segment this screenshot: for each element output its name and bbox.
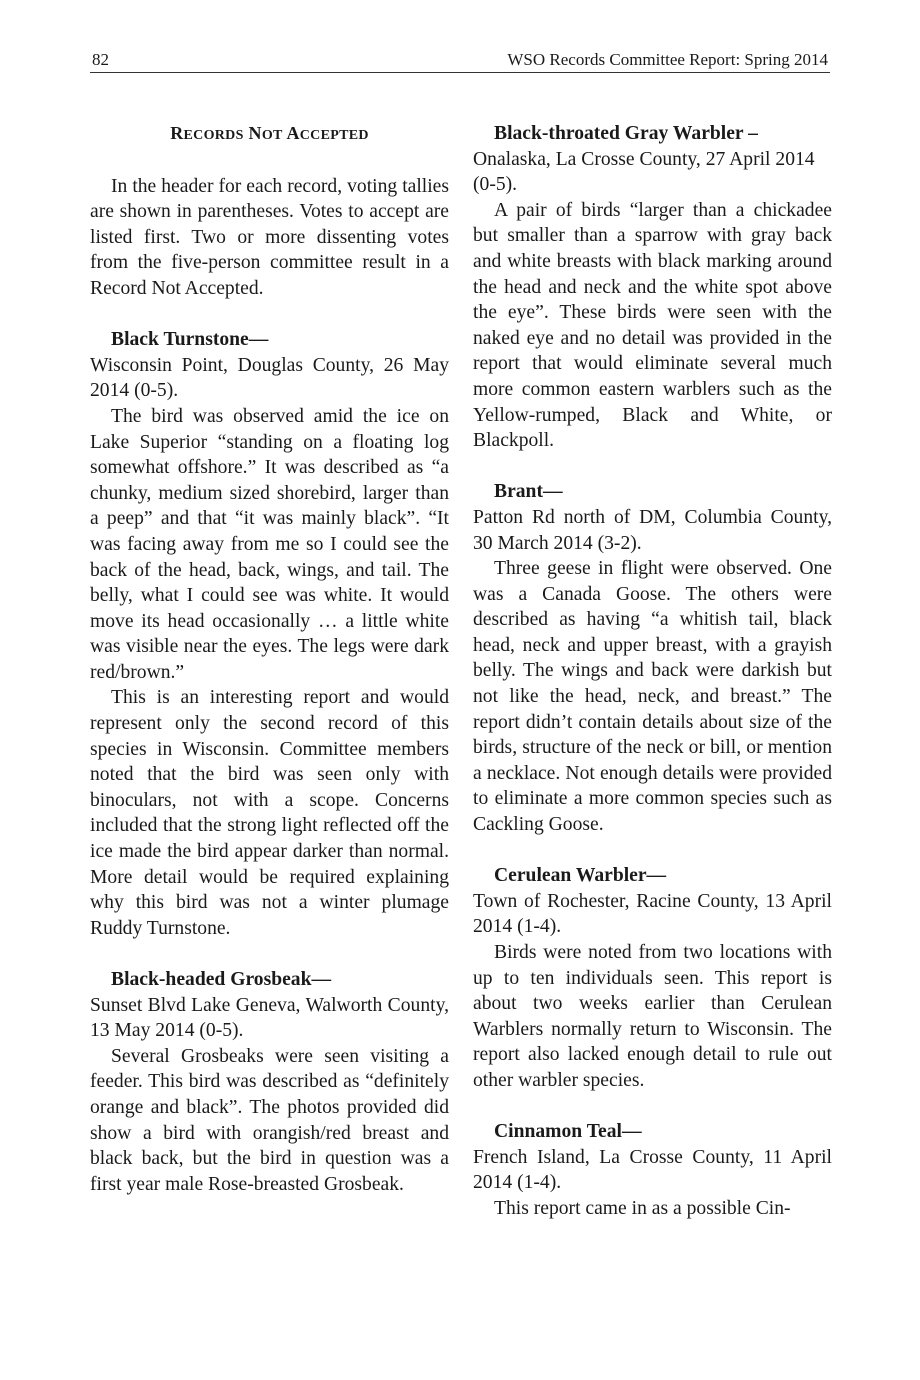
record-location: Patton Rd north of DM, Columbia County, 30 March 2014 (3-2).: [473, 506, 832, 554]
record-location: Onalaska, La Crosse County, 27 April 2014 (0-5).: [473, 148, 815, 196]
record-heading: Black Turnstone—: [111, 329, 269, 351]
left-column: [90, 121, 449, 1197]
record-paragraph: The bird was observed amid the ice on Lake Superior “standing on a floating log somewhat offshore.” It was described as “a chunky, medium sized shorebird, larger than a peep” and that “it was mainly black”. “It was facing away from me so I could see the back of the head, back, wings, and tail. The belly, what I could see was white. It would move its head occasionally … a little white was visible near the eyes. The legs were dark red/brown.”: [90, 405, 449, 683]
running-header: [90, 48, 830, 73]
section-title: RECORDS NOT ACCEPTED: [170, 123, 369, 143]
record-paragraph: Birds were noted from two locations with up to ten individuals seen. This report is about two weeks earlier than Cerulean Warblers normally return to Wisconsin. The report also lacked enough detail to rule out other warbler species.: [473, 942, 832, 1091]
record-heading: Black-throated Gray Warbler –: [494, 123, 758, 144]
record-heading: Black-headed Grosbeak—: [111, 969, 332, 990]
intro-paragraph: In the header for each record, voting tallies are shown in parentheses. Votes to accept are listed first. Two or more dissenting votes from the five-person committee result in a Record Not Accepted.: [90, 175, 449, 299]
record-heading: Cinnamon Teal—: [494, 1121, 642, 1143]
record-paragraph: Three geese in flight were observed. One was a Canada Goose. The others were described as having “a whitish tail, black head, neck and upper breast, with a grayish belly. The wings and back were darkish but not like the head, neck, and breast.” The report didn’t contain details about size of the birds, structure of the neck or bill, or mention a necklace. Not enough details were provided to eliminate a more common species such as Cackling Goose.: [473, 558, 832, 836]
record-heading: Brant—: [494, 481, 563, 503]
page-number: 82: [92, 50, 109, 69]
right-column: [473, 121, 832, 1222]
record-location: Town of Rochester, Racine County, 13 April 2014 (1-4).: [473, 890, 832, 938]
record-location: French Island, La Crosse County, 11 April 2014 (1-4).: [473, 1146, 832, 1194]
record-location: Sunset Blvd Lake Geneva, Walworth County, 13 May 2014 (0-5).: [90, 994, 449, 1042]
running-title: WSO Records Committee Report: Spring 2014: [507, 50, 828, 69]
record-paragraph: A pair of birds “larger than a chickadee but smaller than a sparrow with gray back and white breasts with black marking around the head and neck and the white spot above the eye”. These birds were seen with the naked eye and no detail was provided in the report that would eliminate several much more common eastern warblers such as the Yellow-rumped, Black and White, or Blackpoll.: [473, 199, 832, 452]
record-paragraph: Several Grosbeaks were seen visiting a feeder. This bird was described as “definitely orange and black”. The photos provided did show a bird with orangish/red breast and black back, but the bird in question was a first year male Rose-breasted Grosbeak.: [90, 1045, 449, 1195]
record-heading: Cerulean Warbler—: [494, 865, 667, 887]
record-paragraph: This is an interesting report and would represent only the second record of this species in Wisconsin. Committee members noted that the bird was seen only with binoculars, not with a scope. Concerns included that the strong light reflected off the ice made the bird appear darker than normal. More detail would be required explaining why this bird was not a winter plumage Ruddy Turnstone.: [90, 687, 449, 939]
record-location: Wisconsin Point, Douglas County, 26 May 2014 (0-5).: [90, 354, 449, 402]
record-paragraph: This report came in as a possible Cin-: [494, 1197, 791, 1219]
